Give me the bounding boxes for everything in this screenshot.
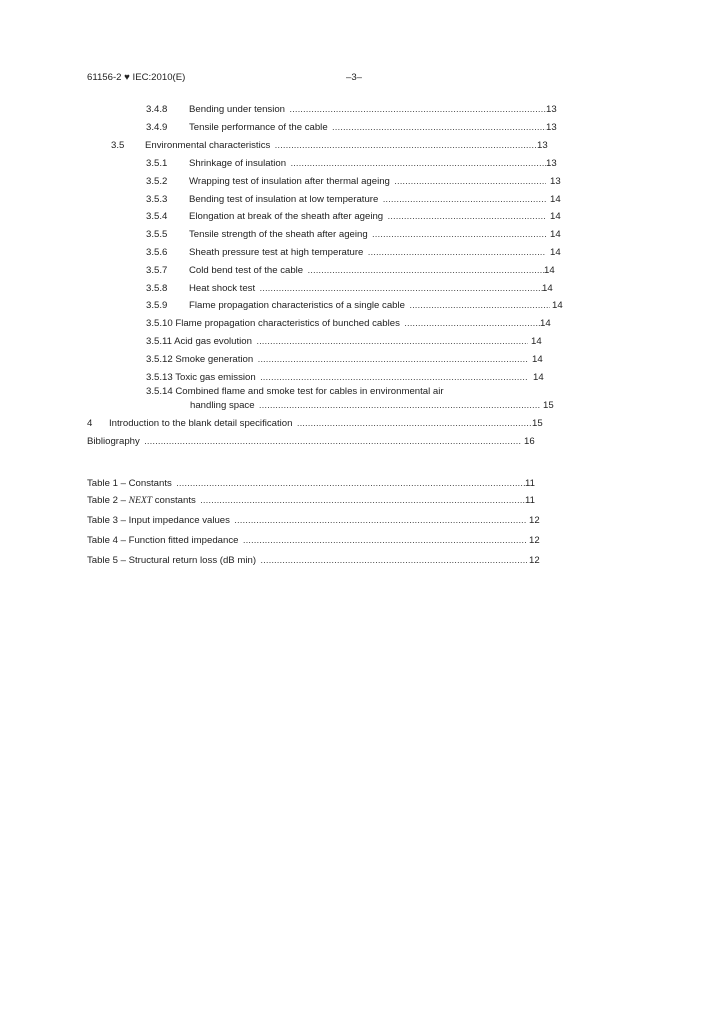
toc-title: Smoke generation — [175, 354, 254, 365]
toc-entry-3-5-2[interactable] — [146, 175, 574, 189]
table-list-page: 11 — [525, 495, 535, 506]
toc-page: 13 — [546, 158, 557, 169]
toc-page: 14 — [533, 372, 544, 383]
toc-page: 14 — [531, 336, 542, 347]
toc-number: 3.5.13 — [146, 372, 173, 383]
page-number: –3– — [346, 72, 363, 83]
toc-title: Acid gas evolution — [174, 336, 252, 347]
toc-page: 13 — [550, 176, 561, 187]
toc-number: 3.5.6 — [146, 247, 168, 258]
toc-entry-3-5-9[interactable] — [146, 299, 574, 313]
toc-entry-3-5-7[interactable] — [146, 264, 574, 278]
toc-entry-3-5[interactable] — [111, 139, 551, 153]
table-list-page: 12 — [529, 555, 540, 566]
toc-page: 14 — [550, 211, 561, 222]
toc-entry-3-5-1[interactable] — [146, 157, 574, 171]
toc-title: Bending under tension — [189, 104, 288, 115]
table-list-entry-1[interactable] — [87, 477, 547, 491]
table-list-label: Table 4 – Function fitted impedance — [87, 535, 241, 546]
running-header: 61156-2 ♥ IEC:2010(E) — [87, 72, 186, 83]
table-list-label-prefix: Table 2 – — [87, 495, 129, 506]
toc-number: 3.4.9 — [146, 122, 168, 133]
toc-entry-3-5-3[interactable] — [146, 193, 574, 207]
toc-title: Heat shock test — [189, 283, 258, 294]
toc-entry-3-4-9[interactable] — [146, 121, 574, 135]
toc-title: Sheath pressure test at high temperature — [189, 247, 366, 258]
toc-title: Bibliography — [87, 436, 143, 447]
toc-page: 14 — [532, 354, 543, 365]
toc-entry-3-5-13[interactable] — [146, 371, 574, 385]
toc-entry-3-5-6[interactable] — [146, 246, 574, 260]
toc-page: 14 — [550, 229, 561, 240]
toc-title: Combined flame and smoke test for cables in environmental air — [175, 386, 444, 397]
toc-number: 3.5.10 — [146, 318, 173, 329]
toc-page: 14 — [540, 318, 551, 329]
table-list-label: Table 5 – Structural return loss (dB min) — [87, 555, 259, 566]
toc-title: Bending test of insulation at low temperature — [189, 194, 381, 205]
table-list-label: Table 1 – Constants — [87, 478, 175, 489]
table-list-entry-2[interactable] — [87, 494, 547, 508]
toc-number: 4 — [87, 418, 93, 429]
toc-page: 14 — [552, 300, 563, 311]
toc-page: 15 — [532, 418, 543, 429]
toc-page: 13 — [537, 140, 548, 151]
toc-number: 3.5.1 — [146, 158, 168, 169]
toc-number: 3.5.7 — [146, 265, 168, 276]
toc-number: 3.5.4 — [146, 211, 168, 222]
table-list-entry-5[interactable] — [87, 554, 547, 568]
table-list-label-suffix: constants — [152, 495, 196, 506]
toc-title: Cold bend test of the cable — [189, 265, 306, 276]
toc-number: 3.4.8 — [146, 104, 168, 115]
toc-number: 3.5.9 — [146, 300, 168, 311]
toc-title: Flame propagation characteristics of bunched cables — [175, 318, 400, 329]
toc-number: 3.5.3 — [146, 194, 168, 205]
table-list-entry-3[interactable] — [87, 514, 547, 528]
toc-entry-3-5-14-line1 — [146, 385, 444, 399]
toc-title: Environmental characteristics — [145, 140, 273, 151]
toc-page: 15 — [543, 400, 554, 411]
toc-title: Tensile strength of the sheath after ageing — [189, 229, 371, 240]
toc-page: 13 — [546, 122, 557, 133]
table-list-page: 12 — [529, 515, 540, 526]
toc-entry-3-4-8[interactable] — [146, 103, 574, 117]
toc-title: Tensile performance of the cable — [189, 122, 331, 133]
toc-page: 14 — [550, 247, 561, 258]
toc-title: Toxic gas emission — [175, 372, 256, 383]
toc-entry-4[interactable] — [87, 417, 547, 431]
toc-entry-3-5-10[interactable] — [146, 317, 574, 331]
toc-title-continued: handling space — [190, 400, 258, 411]
toc-number: 3.5.11 — [146, 336, 172, 347]
toc-page: 14 — [544, 265, 555, 276]
table-list-page: 11 — [525, 478, 535, 489]
toc-number: 3.5.8 — [146, 283, 168, 294]
table-list-label: Table 3 – Input impedance values — [87, 515, 233, 526]
toc-page: 14 — [542, 283, 553, 294]
toc-number: 3.5 — [111, 140, 125, 151]
toc-number: 3.5.5 — [146, 229, 168, 240]
toc-entry-bibliography[interactable] — [87, 435, 547, 449]
toc-entry-3-5-11[interactable] — [146, 335, 574, 349]
toc-page: 13 — [546, 104, 557, 115]
toc-entry-3-5-12[interactable] — [146, 353, 574, 367]
toc-entry-3-5-5[interactable] — [146, 228, 574, 242]
toc-number: 3.5.12 — [146, 354, 173, 365]
toc-page: 14 — [550, 194, 561, 205]
toc-entry-3-5-4[interactable] — [146, 210, 574, 224]
toc-title: Wrapping test of insulation after thermal ageing — [189, 176, 393, 187]
toc-page: 16 — [524, 436, 535, 447]
toc-number: 3.5.2 — [146, 176, 168, 187]
toc-title: Elongation at break of the sheath after ageing — [189, 211, 386, 222]
toc-title: Flame propagation characteristics of a single cable — [189, 300, 408, 311]
toc-number: 3.5.14 — [146, 386, 173, 397]
table-list-entry-4[interactable] — [87, 534, 547, 548]
toc-title: Introduction to the blank detail specification — [109, 418, 295, 429]
table-list-page: 12 — [529, 535, 540, 546]
table-list-label-italic: NEXT — [128, 495, 153, 506]
toc-title: Shrinkage of insulation — [189, 158, 289, 169]
toc-entry-3-5-14[interactable] — [190, 399, 570, 413]
toc-entry-3-5-8[interactable] — [146, 282, 574, 296]
